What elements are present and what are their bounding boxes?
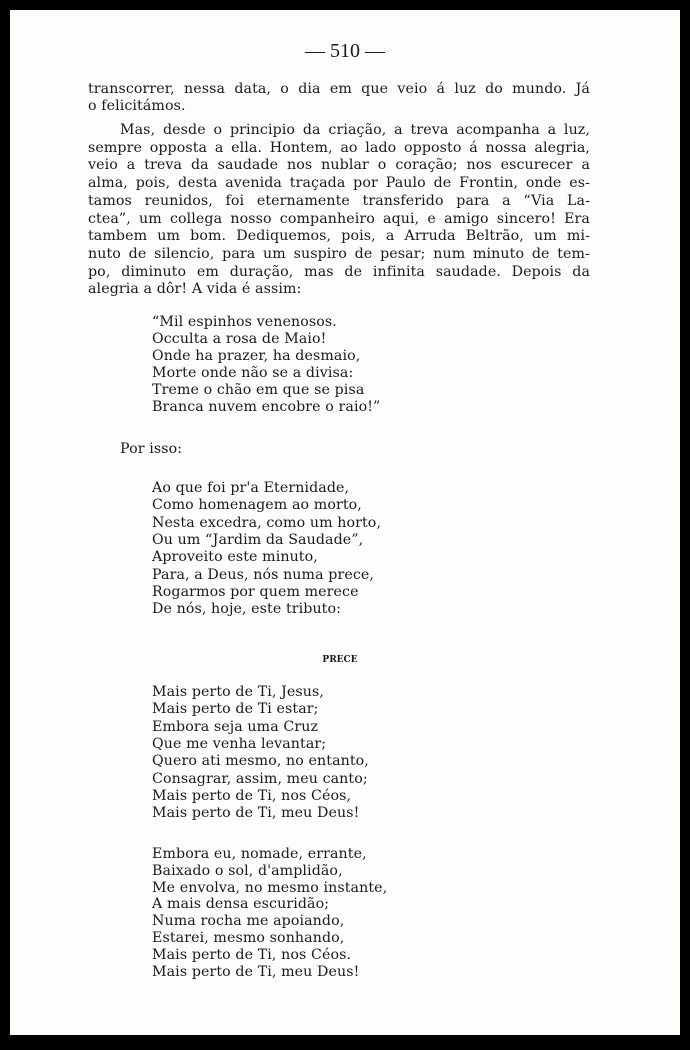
quote-verse-line: Morte onde não se a divisa: bbox=[152, 365, 354, 381]
prayer-verse-line: Mais perto de Ti, nos Céos. bbox=[152, 946, 352, 963]
prayer-verse-line: Baixado o sol, d'amplidão, bbox=[152, 862, 343, 879]
quote-verse-line: “Mil espinhos venenosos. bbox=[152, 314, 337, 330]
tribute-verse-line: Nesta excedra, como um horto, bbox=[152, 514, 382, 531]
paragraph-line: transcorrer, nessa data, o dia em que veio á luz do mundo. Já bbox=[88, 81, 590, 97]
tribute-verse-line: Rogarmos por quem merece bbox=[152, 583, 359, 600]
prayer-verse-line: Me envolva, no mesmo instante, bbox=[152, 879, 388, 896]
tribute-verse-line: Como homenagem ao morto, bbox=[152, 497, 362, 514]
quote-verse-line: Branca nuvem encobre o raio!” bbox=[152, 399, 381, 415]
quote-verse-line: Occulta a rosa de Maio! bbox=[152, 331, 327, 347]
paragraph-line: alma, pois, desta avenida traçada por Paulo de Frontin, onde es- bbox=[88, 175, 590, 192]
paragraph-line: sempre opposta a ella. Hontem, ao lado opposto á nossa alegria, bbox=[88, 139, 590, 156]
quote-verse-line: Treme o chão em que se pisa bbox=[152, 382, 365, 398]
tribute-verse-line: Aproveito este minuto, bbox=[152, 549, 318, 566]
document-page bbox=[10, 10, 680, 1035]
prayer-verse-line: Numa rocha me apoiando, bbox=[152, 913, 345, 930]
prayer-verse-line: A mais densa escuridão; bbox=[152, 896, 330, 913]
prayer-verse-line: Mais perto de Ti, nos Céos, bbox=[152, 787, 352, 804]
tribute-verse-line: Ou um “Jardim da Saudade”, bbox=[152, 531, 364, 548]
paragraph-line: nuto de silencio, para um suspiro de pesar; num minuto de tem- bbox=[88, 245, 590, 262]
prayer-verse-line: Embora eu, nomade, errante, bbox=[152, 846, 367, 862]
por-isso-line: Por isso: bbox=[120, 441, 183, 457]
paragraph-line: Mas, desde o principio da criação, a treva acompanha a luz, bbox=[120, 122, 590, 138]
tribute-verse-line: Para, a Deus, nós numa prece, bbox=[152, 566, 374, 583]
tribute-verse-line: De nós, hoje, este tributo: bbox=[152, 601, 342, 618]
prayer-verse-line: Que me venha levantar; bbox=[152, 735, 327, 752]
prayer-verse-line: Mais perto de Ti, meu Deus! bbox=[152, 963, 360, 980]
prayer-title: PRECE bbox=[322, 655, 358, 665]
paragraph-line: veio a treva da saudade nos nublar o coração; nos escurecer a bbox=[88, 157, 590, 174]
prayer-verse-line: Mais perto de Ti, meu Deus! bbox=[152, 805, 360, 822]
prayer-verse-line: Embora seja uma Cruz bbox=[152, 718, 319, 735]
prayer-verse-line: Mais perto de Ti, Jesus, bbox=[152, 684, 325, 700]
prayer-verse-line: Consagrar, assim, meu canto; bbox=[152, 770, 368, 787]
prayer-verse-line: Estarei, mesmo sonhando, bbox=[152, 930, 345, 946]
paragraph-line: o felicitámos. bbox=[88, 98, 186, 114]
tribute-verse-line: Ao que foi pr'a Eternidade, bbox=[152, 480, 350, 496]
prayer-verse-line: Mais perto de Ti estar; bbox=[152, 701, 319, 718]
paragraph-line: po, diminuto em duração, mas de infinita saudade. Depois da bbox=[88, 263, 590, 280]
paragraph-line: ctea”, um collega nosso companheiro aqui, e amigo sincero! Era bbox=[88, 210, 590, 227]
prayer-verse-line: Quero ati mesmo, no entanto, bbox=[152, 753, 369, 770]
page-number: — 510 — bbox=[305, 40, 385, 62]
paragraph-line: tambem um bom. Dediquemos, pois, a Arruda Beltrão, um mi- bbox=[88, 228, 590, 245]
quote-verse-line: Onde ha prazer, ha desmaio, bbox=[152, 348, 361, 364]
paragraph-line: tamos reunidos, foi eternamente transferido para a “Via La- bbox=[88, 192, 590, 209]
paragraph-line: alegria a dôr! A vida é assim: bbox=[88, 281, 302, 298]
